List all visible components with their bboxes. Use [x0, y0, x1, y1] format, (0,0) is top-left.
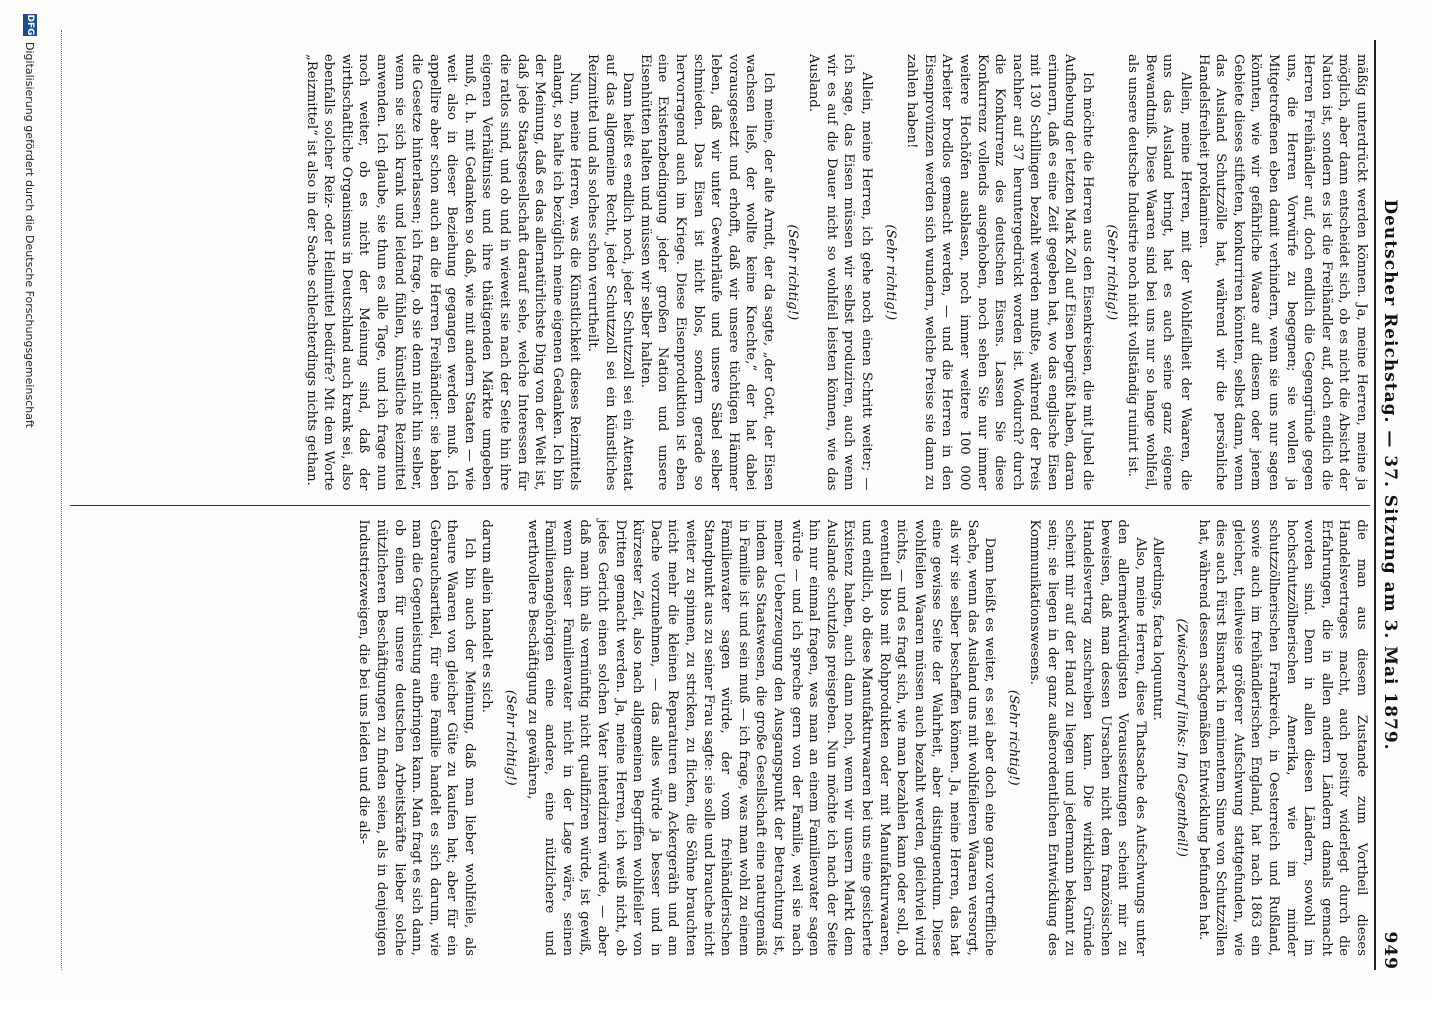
paragraph: Ich meine, der alte Arndt, der da sagte, „der Gott, der Eisen wachsen ließ, der wollte keine Knechte,“ der hat dabei vorausgesetzt und erhofft, daß wir unsere tüchtigen Hämmer leben, daß wir unter Gewehrläufe und unsere Säbel selber schmieden. Das Eisen ist nicht blos, sondern gerade so hervorragend auch im Kriege. Diese Eisenproduktion ist eben eine Existenzbedingung jeder großen Nation und unsere Eisenhütten halten und müssen wir selber halten. [637, 54, 776, 491]
paragraph: Allein, meine Herren, mit der Wohlfeilheit der Waaren, die uns das Ausland bringt, hat es auch seine ganz eigene Bewandtniß. Diese Waaren sind bei uns nur so lange wohlfeil, als unsere deutsche Industrie noch nicht vollständig ruinirt ist. [1125, 54, 1194, 491]
paragraph: Dann heißt es weiter, es sei aber doch eine ganz vortreffliche Sache, wenn das Ausland uns mit wohlfeileren Waaren versorgt, als wir sie selber beschaffen können. Ja, meine Herren, das hat eine gewisse Seite der Wahrheit, aber distinguendum. Diese wohlfeilen Waaren müssen auch bezahlt werden, gleichviel wird nichts, — und es fragt sich, wie man bezahlen kann oder soll, ob eventuell blos mit Rohprodukten oder mit Manufakturwaaren, und endlich, ob diese Manufakturwaaren bei uns eine gesicherte Existenz haben, auch dann noch, wenn wir unsern Markt dem Auslande schutzlos preisgeben. Nun möchte ich nach der Seite hin nur einmal fragen, was man an einem Familienvater sagen würde — und ich spreche gern von der Familie, weil sie nach meiner Ueberzeugung den Ausgangspunkt der Betrachtung ist, indem das Staatswesen, die große Gesellschaft eine naturgemäß in Familie ist und sein muß — ich frage, was man wohl zu einem Familienvater sagen würde, der vom freihändlerischen Standpunkt aus zu seiner Frau sagte: sie solle und brauche nicht weiter zu spinnen, zu stricken, zu flicken, die Söhne brauchten nicht mehr die kleinen Reparaturen am Ackergeräth und am Dache vorzunehmen, — das alles würde ja besser und in kürzester Zeit, also nach allgemeinen Begriffen wohlfeiler von Dritten gemacht werden. Ja, meine Herren, ich weiß nicht, ob jedes Gericht einen solchen Vater interdiziren würde, — aber daß man ihn als vernünftig nicht qualifiziren würde, ist gewiß, wenn dieser Familienvater nicht in der Lage wäre, seinen Familienangehörigen eine andere, eine nützlichere und werthvollere Beschäftigung zu gewähren, [524, 519, 998, 956]
text-columns [70, 40, 1370, 970]
interjection: (Sehr richtig!) [503, 689, 519, 786]
interjection: (Sehr richtig!) [1005, 689, 1021, 786]
interjection: (Sehr richtig!) [784, 224, 800, 321]
paragraph: darum allein handelt es sich. [479, 519, 495, 713]
paragraph: Ich möchte die Herren aus den Eisenkreisen, die mit Jubel die Aufhebung der letzten Mark Zoll auf Eisen begrüßt haben, daran erinnern, daß es eine Zeit gegeben hat, wo das englische Eisen mit 130 Schillingen bezahlt werden mußte, während der Preis nachher auf 37 heruntergedrückt worden ist. Wodurch? durch die Konkurrenz des deutschen Eisens. Lassen Sie diese Konkurrenz vollends ausgehoben, noch sehen Sie nur immer weitere Hochöfen ausblasen, noch immer weitere 100 000 Arbeiter brodlos gemacht werden, — und die Herren in den Eisenprovinzen werden sich wundern, welche Preise sie dann zu zahlen haben! [904, 54, 1096, 491]
page-number: 949 [1380, 931, 1400, 970]
paragraph: Allein, meine Herren, ich gehe noch einen Schritt weiter; — ich sage, das Eisen müssen wir selbst produziren, auch wenn wir es auf die Dauer nicht so wohlfeil leisten können, wie das Ausland. [806, 54, 874, 491]
digitization-footer [18, 0, 42, 1014]
interjection: (Sehr richtig!) [882, 224, 898, 321]
interjection: (Sehr richtig!) [1103, 224, 1119, 321]
right-column [70, 506, 1370, 971]
paragraph: Allerdings, facta loquuntur. [1150, 537, 1166, 721]
paragraph: Also, meine Herren, diese Thatsache des Aufschwungs unter den allermerkwürdigsten Voraussetzungen scheint mir zu beweisen, daß man dessen Ursachen nicht dem französischen Handelsvertrag zuschreiben kann. Die wirklichen Gründe scheint mir auf der Hand zu liegen und jedermann bekannt zu sein; sie liegen in der ganz außerordentlichen Entwicklung des Kommunikationswesens. [1027, 519, 1148, 956]
paragraph: Ich bin auch der Meinung, daß man lieber wohlfeile, als theure Waaren von gleicher Güte zu kaufen hat; aber für ein Gebrauchsartikel, für eine Familie handelt es sich darum, wie man die Gegenleistung aufbringen kann. Man fragt es sich dann, ob einen für unsere deutschen Arbeitskräfte lieber solche nützlicheren Beschäftigungen zu finden seien, als in denjenigen Industriezweigen, die bei uns leiden und die als- [356, 519, 477, 956]
paragraph: Nun, meine Herren, was die Künstlichkeit dieses Reizmittels anlangt, so halte ich bezüglich meine eigenen Gedanken. Ich bin der Meinung, daß es das allernatürlichste Ding von der Welt ist, daß jede Staatsgesellschaft darauf sehe, welche Interessen für die ratlos sind, und ob und in wieweit sie nach der Seite hin ihre eigenen Verhältnisse und ihre thätigenden Märkte umgeben muß, d. h. mit Gedanken so daß, wie mit andern Staaten — wie weit also in dieser Beziehung gegangen werden muß. Ich appellire aber schon auch an die Herren Freihändler: sie haben die Gesetze hinterlassen; ich frage, ob sie denn nicht hin selber, wenn sie sich krank und leidend fühlen, künstliche Reizmittel anwenden. Ich glaube, sie thun es alle Tage, und ich frage nun noch weiter, ob es nicht der Meinung sind, daß der wirthschaftliche Organismus in Deutschland auch krank sei, also ebenfalls solcher Reiz- oder Heilmittel bedürfe? Mit dem Worte „Reizmittel“ ist also in der Sache schlechterdings nichts gethan. [303, 54, 583, 491]
dfg-logo-icon: DFG [25, 14, 35, 36]
paragraph: mäßig unterdrückt werden können. Ja, meine Herren, meine ja möglich, aber dann entscheidet sich, ob es nicht die Absicht der Nation ist, sondern es ist die Freihändler auf, doch endlich die Herren Freihändler auf, doch endlich die Gegengründe gegen uns, die Herren Vorwürfe zu begegnen; sie wollen ja Mitgetroffenen eben damit verhindern, wenn sie uns nur sagen könnten, wie wir gefährliche Waare auf diesem oder jenem Gebiete dieses stifteten, konkurriren könnten, selbst dann, wenn das Ausland Schutzzölle hat, während wir die persönliche Handelsfreiheit proklamiren. [1195, 54, 1369, 491]
digitization-note: Digitalisierung gefördert durch die Deutsche Forschungsgemeinschaft [23, 42, 37, 428]
header-title: Deutscher Reichstag. — 37. Sitzung am 3. Mai 1879. [1380, 199, 1400, 751]
paragraph: Dann heißt es endlich noch, jeder Schutzzoll sei ein Attentat auf das allgemeine Recht, jeder Schutzzoll sei ein künstliches Reizmittel und als solches schon verurtheilt. [585, 54, 636, 491]
scan-edge-marks [58, 30, 62, 970]
paragraph: die man aus diesem Zustande zum Vortheil dieses Handelsvertrages macht, auch positiv widerlegt durch die Erfahrungen, die in allen andern Ländern damals gemacht worden sind. Denn in allen diesen Ländern, sowohl im hochschutzzöllnerischen Amerika, wie im minder schutzzöllnerischen Frankreich, in Oesterreich und Rußland, sowie auch im freihändlerischen England, hat nach 1863 ein gleicher, theilweise größerer Aufschwung stattgefunden, wie dies auch Fürst Bismarck in eminentem Sinne von Schutzzöllen hat, während dessen sachgemäßen Entwicklung befunden hat. [1195, 519, 1369, 956]
interjection: (Zwischenruf links: Im Gegentheil!) [1174, 618, 1190, 857]
left-column [70, 40, 1370, 505]
page-header [1374, 40, 1410, 970]
